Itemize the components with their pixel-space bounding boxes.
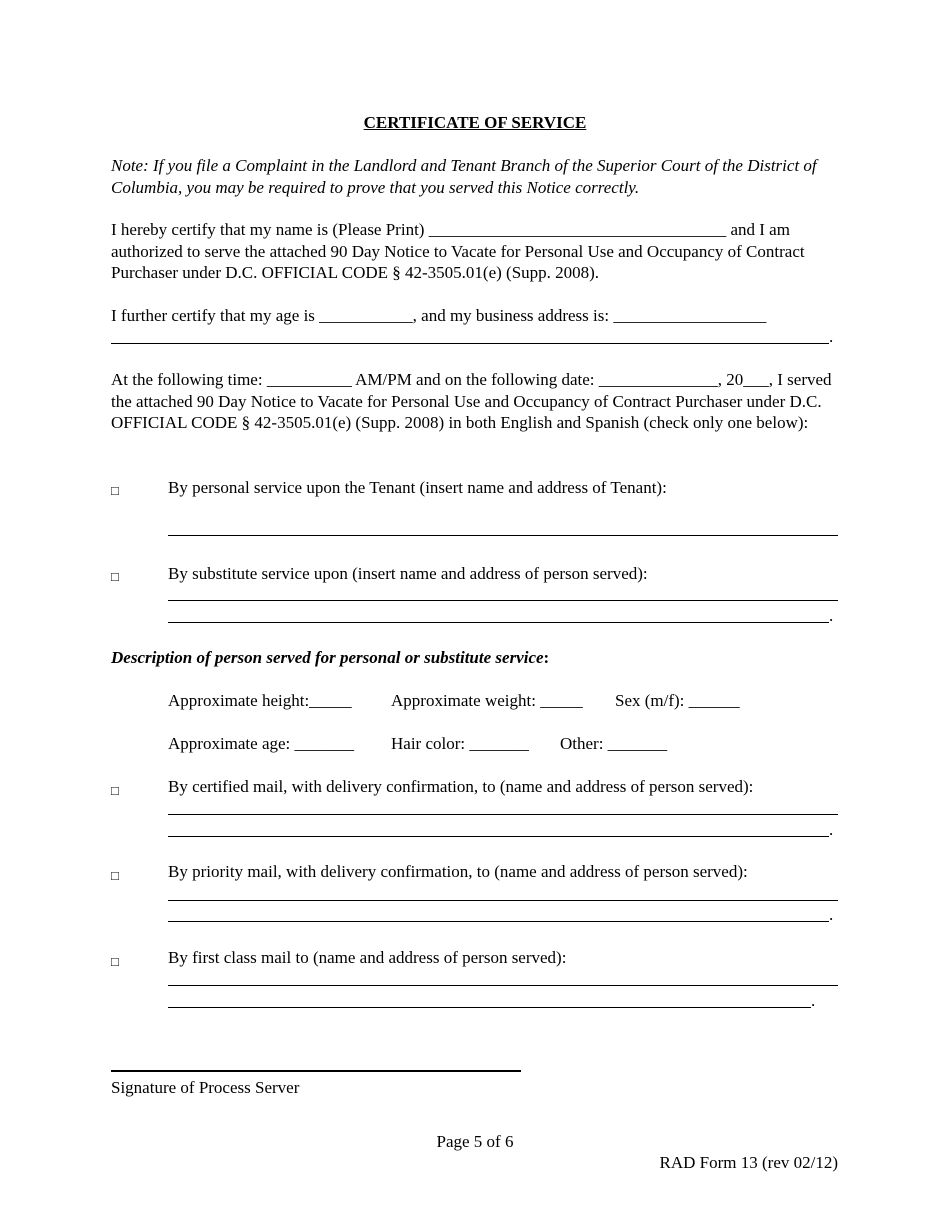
signature-label: Signature of Process Server (111, 1078, 300, 1097)
option-first-class-mail-label: By first class mail to (name and address of person served): (168, 948, 567, 967)
substitute-service-fill-line-2[interactable] (168, 622, 829, 623)
checkbox-first-class-mail[interactable]: □ (111, 954, 119, 969)
other-field[interactable]: Other: _______ (560, 734, 668, 753)
age-address-paragraph: I further certify that my age is ___________, and my business address is: __________________ (111, 306, 767, 325)
certified-line-period: . (829, 820, 834, 839)
option-certified-mail-label: By certified mail, with delivery confirmation, to (name and address of person served): (168, 777, 754, 796)
priority-line-period: . (829, 905, 834, 924)
page-title: CERTIFICATE OF SERVICE (363, 113, 587, 132)
name-certification-paragraph: I hereby certify that my name is (Please Print) ___________________________________ and I am authorized to serve the attached 90 Day Notice to Vacate for Personal Use and Occupancy of Contract Purchaser under D.C. OFFICIAL CODE § 42-3505.01(e) (Supp. 2008). (111, 220, 805, 282)
form-identifier: RAD Form 13 (rev 02/12) (659, 1153, 838, 1172)
hair-color-field[interactable]: Hair color: _______ (391, 734, 529, 753)
sex-field[interactable]: Sex (m/f): ______ (615, 691, 740, 710)
substitute-line-period: . (829, 606, 834, 625)
substitute-service-fill-line-1[interactable] (168, 600, 838, 601)
address-line-period: . (829, 327, 834, 346)
option-priority-mail-label: By priority mail, with delivery confirmation, to (name and address of person served): (168, 862, 748, 881)
description-heading-colon: : (543, 648, 550, 667)
note-paragraph: Note: If you file a Complaint in the Landlord and Tenant Branch of the Superior Court of the District of Columbia, you may be required to prove that you served this Notice correctly. (111, 156, 817, 197)
weight-field[interactable]: Approximate weight: _____ (391, 691, 583, 710)
description-heading-text: Description of person served for personal or substitute service (111, 648, 544, 667)
service-time-paragraph: At the following time: __________ AM/PM and on the following date: ______________, 20___, I served the attached 90 Day Notice to Vacate for Personal Use and Occupancy of Contract Purchaser under D.C. OFFICIAL CODE § 42-3505.01(e) (Supp. 2008) in both English and Spanish (check only one below): (111, 370, 832, 432)
checkbox-substitute-service[interactable]: □ (111, 569, 119, 584)
page-number: Page 5 of 6 (436, 1132, 514, 1151)
priority-mail-fill-line-1[interactable] (168, 900, 838, 901)
option-personal-service-label: By personal service upon the Tenant (insert name and address of Tenant): (168, 478, 667, 497)
age-field[interactable]: Approximate age: _______ (168, 734, 355, 753)
checkbox-priority-mail[interactable]: □ (111, 868, 119, 883)
certified-mail-fill-line-1[interactable] (168, 814, 838, 815)
description-heading (111, 647, 549, 669)
address-fill-line[interactable] (111, 343, 829, 344)
first-class-mail-fill-line-2[interactable] (168, 1007, 811, 1008)
certified-mail-fill-line-2[interactable] (168, 836, 829, 837)
signature-line[interactable] (111, 1070, 521, 1072)
first-class-line-period: . (811, 991, 816, 1010)
checkbox-certified-mail[interactable]: □ (111, 783, 119, 798)
personal-service-fill-line[interactable] (168, 535, 838, 536)
option-substitute-service-label: By substitute service upon (insert name and address of person served): (168, 564, 648, 583)
checkbox-personal-service[interactable]: □ (111, 483, 119, 498)
first-class-mail-fill-line-1[interactable] (168, 985, 838, 986)
priority-mail-fill-line-2[interactable] (168, 921, 829, 922)
height-field[interactable]: Approximate height:_____ (168, 691, 352, 710)
